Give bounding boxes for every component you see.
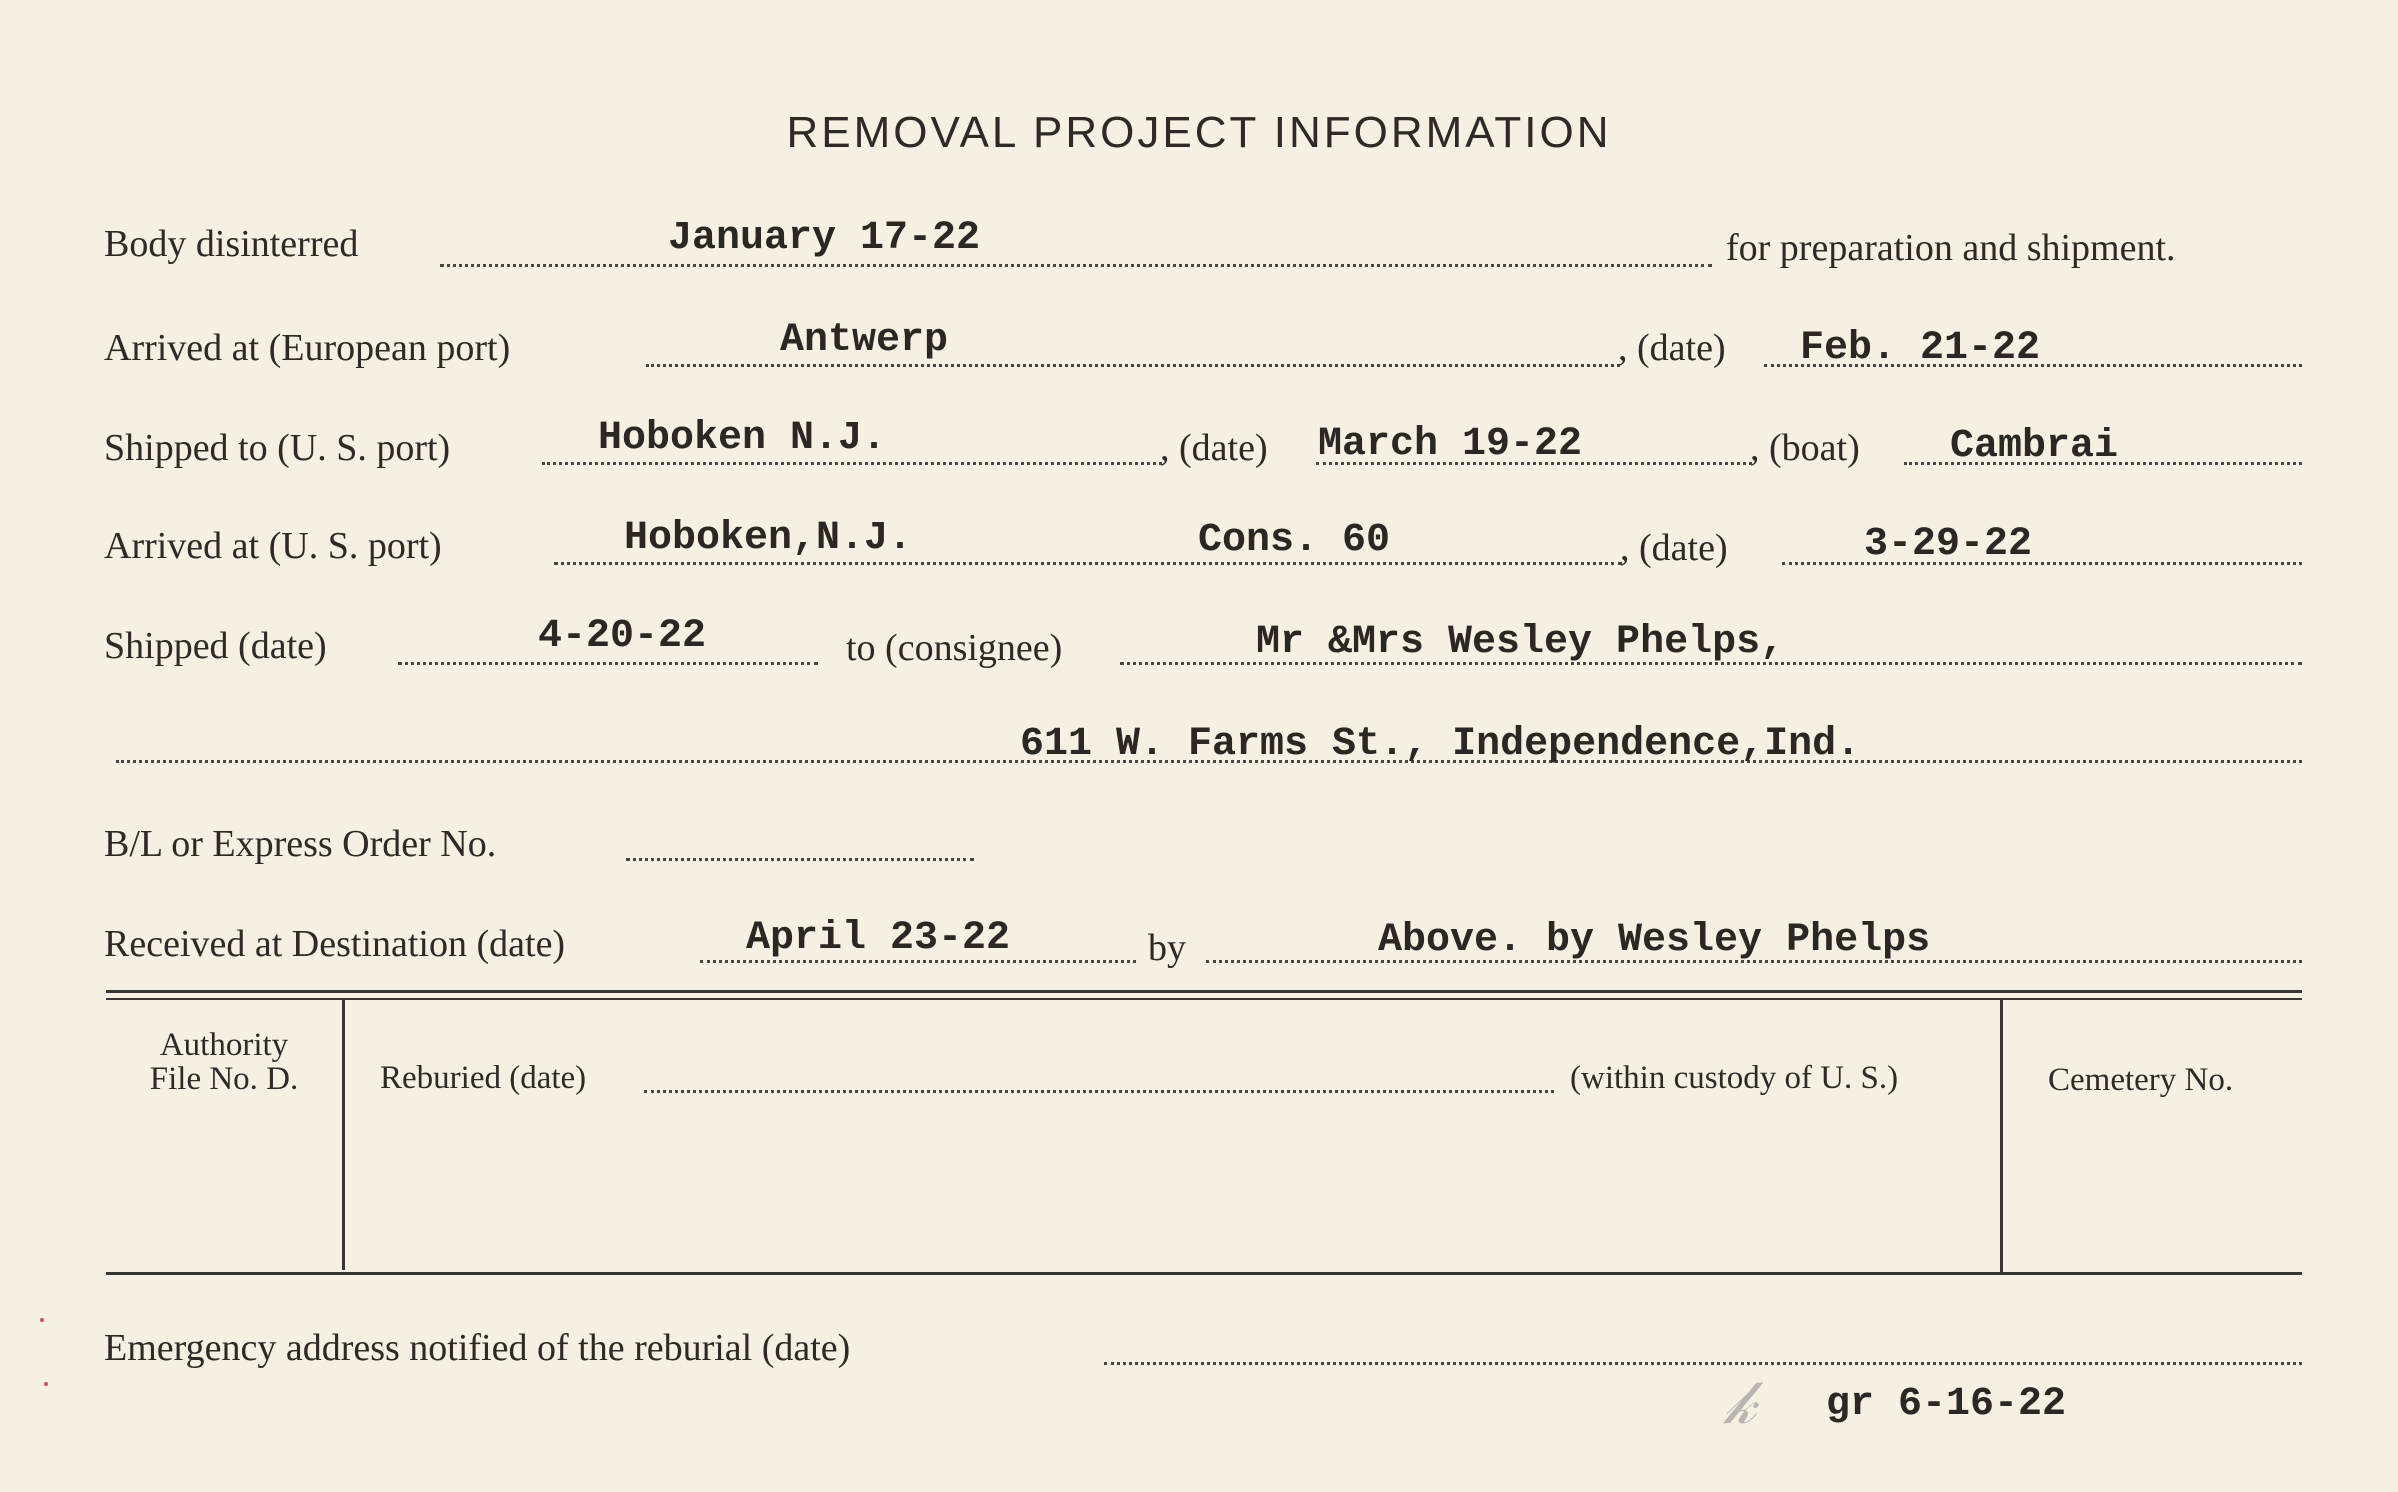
received-by-value: Above. by Wesley Phelps (1378, 918, 1931, 963)
dotted-line (646, 364, 1620, 367)
us-port-arrived-value: Hoboken,N.J. (624, 516, 913, 561)
dotted-line (542, 462, 1162, 465)
dotted-line (644, 1090, 1554, 1093)
dotted-line (1104, 1362, 2302, 1365)
us-port-date-label: , (date) (1160, 427, 1268, 469)
file-number-label: File No. D. (149, 1061, 299, 1097)
dotted-line (398, 662, 818, 665)
card-title: REMOVAL PROJECT INFORMATION (786, 108, 1612, 157)
shipped-date-label: Shipped (date) (104, 625, 327, 667)
ink-speck (44, 1382, 48, 1386)
authority-file-label (106, 1028, 342, 1096)
preparation-shipment-label: for preparation and shipment. (1726, 227, 2176, 269)
consignment-value: Cons. 60 (1198, 518, 1391, 563)
consignee-address-value: 611 W. Farms St., Independence,Ind. (1020, 722, 1861, 767)
ink-speck (40, 1318, 44, 1322)
box-divider-right (2000, 1000, 2003, 1274)
cemetery-number-label: Cemetery No. (2048, 1062, 2234, 1098)
emergency-address-label: Emergency address notified of the reburial (date) (104, 1327, 851, 1369)
arrived-date-value: 3-29-22 (1864, 522, 2033, 567)
reburied-date-label: Reburied (date) (380, 1060, 587, 1096)
authority-label: Authority (159, 1027, 289, 1063)
dotted-line (626, 858, 974, 861)
european-date-value: Feb. 21-22 (1800, 326, 2041, 371)
european-port-label: Arrived at (European port) (104, 327, 511, 369)
dotted-line (554, 562, 1622, 565)
disinterred-date-value: January 17-22 (668, 216, 981, 261)
consignee-value: Mr &Mrs Wesley Phelps, (1256, 620, 1785, 665)
received-date-value: April 23-22 (746, 916, 1011, 961)
custody-label: (within custody of U. S.) (1570, 1060, 1899, 1096)
consignee-label: to (consignee) (846, 627, 1063, 669)
footer-note: gr 6-16-22 (1826, 1382, 2067, 1427)
pencil-check-mark-icon: 𝓀 (1724, 1368, 1757, 1438)
received-by-label: by (1148, 927, 1186, 969)
european-port-value: Antwerp (780, 318, 949, 363)
box-top-rule-inner (106, 998, 2302, 1000)
dotted-line (440, 264, 1712, 267)
body-disinterred-label: Body disinterred (104, 223, 359, 265)
european-date-label: , (date) (1618, 327, 1726, 369)
us-port-date-value: March 19-22 (1318, 422, 1583, 467)
arrived-date-label: , (date) (1620, 527, 1728, 569)
us-port-shipped-label: Shipped to (U. S. port) (104, 427, 451, 469)
box-divider-left (342, 1000, 345, 1270)
us-port-shipped-value: Hoboken N.J. (598, 416, 887, 461)
bl-express-order-label: B/L or Express Order No. (104, 823, 497, 865)
dotted-line (1782, 562, 2302, 565)
box-bottom-rule (106, 1272, 2302, 1275)
box-top-rule (106, 990, 2302, 993)
boat-value: Cambrai (1950, 424, 2119, 469)
boat-label: , (boat) (1750, 427, 1860, 469)
us-port-arrived-label: Arrived at (U. S. port) (104, 525, 442, 567)
received-destination-label: Received at Destination (date) (104, 923, 566, 965)
shipped-date-value: 4-20-22 (538, 614, 707, 659)
